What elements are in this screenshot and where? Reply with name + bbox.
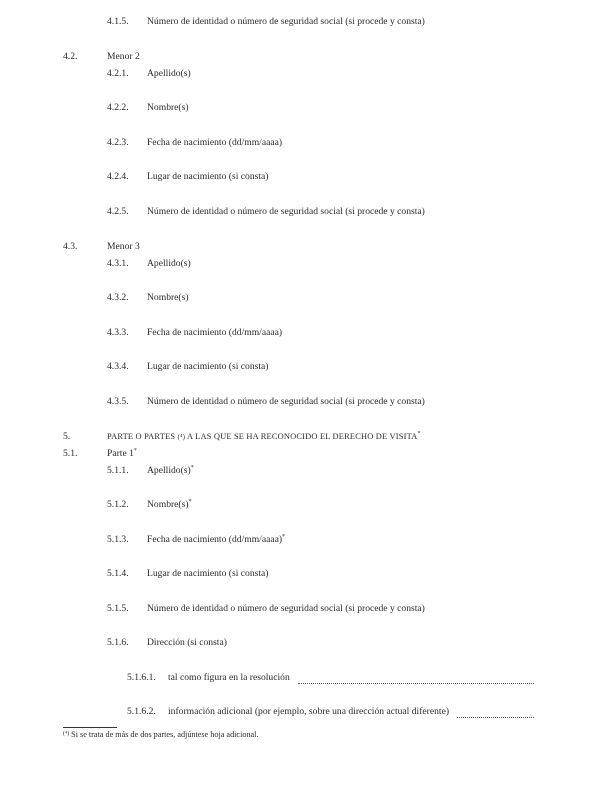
required-mark: * <box>188 499 192 505</box>
section-title-part-b: A LAS QUE SE HA RECONOCIDO EL DERECHO DE VISITA <box>187 432 418 441</box>
item-text: Lugar de nacimiento (si consta) <box>147 171 269 182</box>
item-number: 4.2.4. <box>107 171 129 182</box>
footnote <box>63 730 259 739</box>
item-text: Fecha de nacimiento (dd/mm/aaaa) <box>147 137 283 148</box>
item-number: 4.1.5. <box>107 16 129 27</box>
item-text: Número de identidad o número de seguridad social (si procede y consta) <box>147 206 425 217</box>
item-text: información adicional (por ejemplo, sobre una dirección actual diferente) <box>168 706 450 717</box>
item-number: 4.2.3. <box>107 137 129 148</box>
item-number: 5.1.6. <box>107 637 129 648</box>
item-number: 4.3.1. <box>107 258 129 269</box>
item-number: 5.1.4. <box>107 568 129 579</box>
item-text: Número de identidad o número de seguridad social (si procede y consta) <box>147 16 425 27</box>
item-number: 4.2.5. <box>107 206 129 217</box>
item-text: Menor 2 <box>107 51 140 62</box>
item-text: Lugar de nacimiento (si consta) <box>147 568 269 579</box>
item-number: 5.1.5. <box>107 603 129 614</box>
item-text: Apellido(s) <box>147 465 191 476</box>
fill-in-line-5-1-6-1[interactable] <box>298 682 534 684</box>
footnote-ref[interactable]: (⁴) <box>177 433 186 441</box>
item-number: 5.1. <box>63 448 78 459</box>
fill-in-line-5-1-6-2[interactable] <box>457 716 534 718</box>
item-text: Fecha de nacimiento (dd/mm/aaaa) <box>147 534 283 545</box>
item-text: tal como figura en la resolución <box>168 672 290 683</box>
item-number: 4.2.1. <box>107 68 129 79</box>
item-number: 4.2. <box>63 51 78 62</box>
item-text: Fecha de nacimiento (dd/mm/aaaa) <box>147 327 283 338</box>
item-number: 4.3.5. <box>107 396 129 407</box>
required-mark: * <box>190 465 194 471</box>
item-number: 5. <box>63 431 71 442</box>
required-mark: * <box>417 431 421 437</box>
item-text: Número de identidad o número de seguridad social (si procede y consta) <box>147 396 425 407</box>
item-number: 4.3.4. <box>107 361 129 372</box>
footnote-text: Si se trata de más de dos partes, adjúntese hoja adicional. <box>71 730 259 739</box>
item-number: 5.1.3. <box>107 534 129 545</box>
section-title <box>107 431 421 441</box>
item-number: 4.3.3. <box>107 327 129 338</box>
required-mark: * <box>282 534 286 540</box>
item-number: 4.2.2. <box>107 102 129 113</box>
item-number: 5.1.2. <box>107 499 129 510</box>
item-text: Nombre(s) <box>147 499 189 510</box>
item-text-wrap <box>147 465 194 476</box>
item-text: Número de identidad o número de seguridad social (si procede y consta) <box>147 603 425 614</box>
section-title-part-a: PARTE O PARTES <box>107 432 176 441</box>
item-number: 4.3.2. <box>107 292 129 303</box>
item-text-wrap <box>107 448 137 459</box>
footnote-separator <box>63 727 117 728</box>
item-number: 4.3. <box>63 241 78 252</box>
item-text-wrap <box>147 499 192 510</box>
item-text: Menor 3 <box>107 241 140 252</box>
item-text: Apellido(s) <box>147 68 191 79</box>
item-text: Apellido(s) <box>147 258 191 269</box>
item-text: Dirección (si consta) <box>147 637 227 648</box>
item-text: Lugar de nacimiento (si consta) <box>147 361 269 372</box>
item-number: 5.1.6.1. <box>127 672 156 683</box>
required-mark: * <box>133 448 137 454</box>
item-text: Nombre(s) <box>147 102 189 113</box>
item-number: 5.1.6.2. <box>127 706 156 717</box>
item-text: Parte 1 <box>107 448 134 459</box>
item-text: Nombre(s) <box>147 292 189 303</box>
item-number: 5.1.1. <box>107 465 129 476</box>
footnote-mark: (⁴) <box>63 731 70 737</box>
item-text-wrap <box>147 534 285 545</box>
